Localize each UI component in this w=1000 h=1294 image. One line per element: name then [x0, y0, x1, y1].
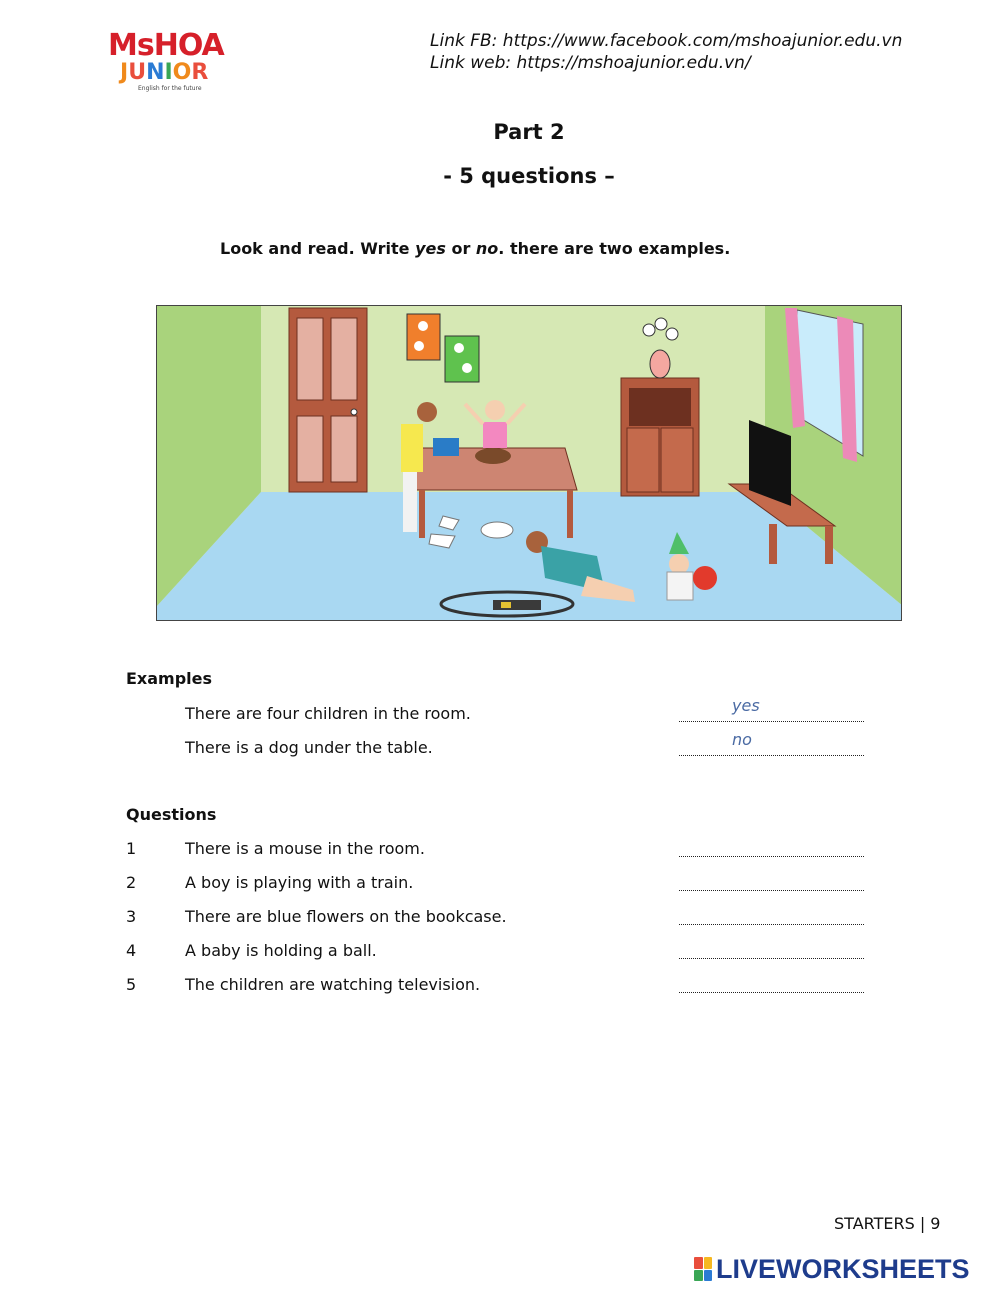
instruction-or: or: [445, 239, 476, 258]
question-row: [126, 907, 866, 931]
part-title: Part 2: [493, 120, 565, 144]
question-text: A baby is holding a ball.: [185, 941, 377, 960]
example-row: [126, 696, 866, 728]
questions-label: Questions: [126, 805, 217, 824]
instruction-yes: yes: [415, 239, 446, 258]
liveworksheets-logo-icon: [694, 1257, 712, 1281]
page-footer: STARTERS | 9: [834, 1214, 941, 1233]
answer-input-line[interactable]: [679, 992, 864, 993]
room-scene: [157, 306, 902, 621]
question-row: [126, 839, 866, 863]
logo-tagline: English for the future: [138, 85, 202, 92]
question-number: 5: [126, 975, 137, 994]
examples-label: Examples: [126, 669, 213, 688]
room-illustration: [156, 305, 902, 621]
logo-junior-letter: I: [164, 60, 173, 85]
answer-input-line[interactable]: [679, 958, 864, 959]
header-links: [430, 30, 902, 74]
liveworksheets-text: LIVEWORKSHEETS: [716, 1253, 970, 1284]
question-row: [126, 873, 866, 897]
liveworksheets-watermark: [694, 1254, 970, 1284]
answer-line: [679, 755, 864, 756]
question-count-subtitle: - 5 questions –: [443, 164, 615, 188]
answer-line: [679, 721, 864, 722]
answer-input-line[interactable]: [679, 890, 864, 891]
logo-text-mshoa: MsHOA: [108, 28, 224, 63]
question-text: A boy is playing with a train.: [185, 873, 414, 892]
example-row: [126, 730, 866, 762]
logo: [108, 30, 238, 96]
answer-input-line[interactable]: [679, 924, 864, 925]
question-number: 1: [126, 839, 137, 858]
example-answer: yes: [732, 696, 760, 715]
question-row: [126, 941, 866, 965]
question-text: The children are watching television.: [185, 975, 481, 994]
logo-text-junior: [120, 62, 238, 84]
question-text: There is a mouse in the room.: [185, 839, 425, 858]
instruction-start: Look and read. Write: [220, 239, 416, 258]
example-text: There are four children in the room.: [185, 704, 471, 723]
logo-junior-letter: J: [120, 60, 129, 85]
question-text: There are blue flowers on the bookcase.: [185, 907, 507, 926]
logo-junior-letter: N: [146, 60, 165, 85]
facebook-link[interactable]: Link FB: https://www.facebook.com/mshoajunior.edu.vn: [430, 31, 903, 51]
logo-junior-letter: U: [128, 60, 147, 85]
example-answer: no: [732, 730, 752, 749]
question-number: 3: [126, 907, 137, 926]
question-row: [126, 975, 866, 999]
instruction-end: . there are two examples.: [498, 239, 731, 258]
website-link[interactable]: Link web: https://mshoajunior.edu.vn/: [430, 53, 751, 73]
question-number: 4: [126, 941, 137, 960]
logo-junior-letter: R: [191, 60, 209, 85]
example-text: There is a dog under the table.: [185, 738, 433, 757]
logo-junior-letter: O: [172, 60, 192, 85]
instruction: [220, 239, 730, 258]
answer-input-line[interactable]: [679, 856, 864, 857]
logo-junior-word: [120, 60, 208, 85]
question-number: 2: [126, 873, 137, 892]
instruction-no: no: [475, 239, 499, 258]
